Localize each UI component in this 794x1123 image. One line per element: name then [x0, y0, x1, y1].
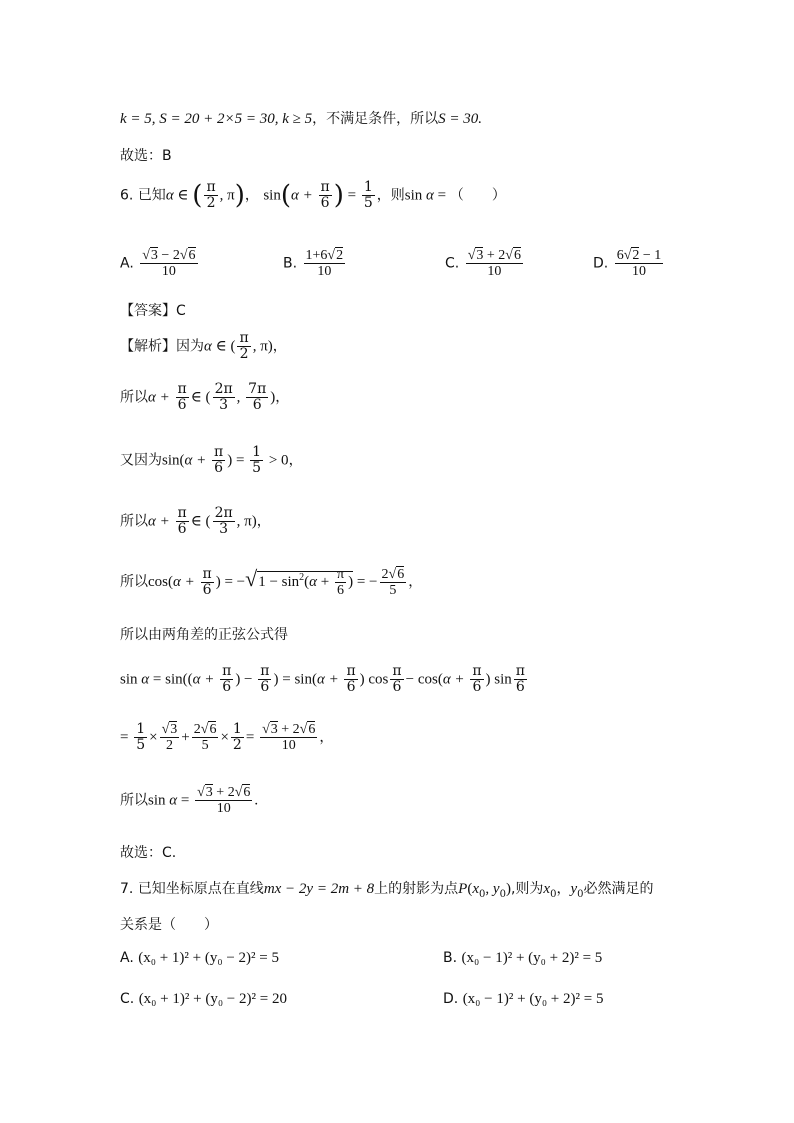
result-line: 所以sin α = $\frac{√3 + 2√6}{10}$ . [120, 785, 259, 816]
question-7-line-1: 7. 已知坐标原点在直线mx − 2y = 2m + 8上的射影为点$P(x_0$, $y_0$),则为$x_0$，$y_0$必然满足的 [120, 881, 654, 900]
q6-then: ，则 [376, 187, 405, 204]
q7-option-d-label: D. [443, 991, 459, 1007]
q7-option-d[interactable] [443, 991, 603, 1008]
q7-option-b-text: (x₀ − 1)² + (y₀ + 2)² = 5 [461, 950, 603, 966]
suoyi-4: 所以 [120, 792, 148, 809]
choose-b: 故选：B [120, 148, 172, 164]
option-b-label: B. [283, 255, 298, 272]
q6-option-b[interactable]: B. $\frac{1+6√2}{10}$ [283, 248, 344, 279]
q6-option-c[interactable]: C. $\frac{√3 + 2√6}{10}$ [445, 248, 521, 279]
q7-option-c-label: C. [120, 991, 135, 1007]
q7-text-c: ,则为 [510, 881, 544, 897]
cos-line: 所以cos(α + $\frac{\pi}{6}$ ) = $-√1 - \sin^2(\alpha$ + $\frac{\pi}{6}$ ) = − $\frac{2√6}{5}$ ， [120, 565, 423, 599]
youyinwei: 又因为 [120, 452, 162, 469]
choose-c: 故选：C. [120, 845, 177, 861]
q6-known: 已知 [137, 187, 166, 204]
suoyi-3: 所以 [120, 574, 148, 590]
range-line-2: 所以α + $\frac{\pi}{6}$ ∈ ( $\frac{2\pi}{3}$ , π)， [120, 505, 271, 537]
sin-expansion: sin α = sin((α + $\frac{\pi}{6}$ ) − $\frac{\pi}{6}$ ) = sin(α + $\frac{\pi}{6}$ ) cos $\frac{\pi}{6}$ − cos(α + $\frac{\pi}{6}$ ) sin $\frac{\pi}{6}$ [120, 663, 525, 695]
q7-text-a: 已知坐标原点在直线 [137, 881, 264, 897]
q7-option-c-text: (x₀ + 1)² + (y₀ − 2)² = 20 [138, 991, 287, 1007]
q7-option-a-label: A. [120, 950, 134, 966]
suoyi-2: 所以 [120, 513, 148, 530]
option-d-label: D. [593, 255, 609, 272]
q6-option-d[interactable]: D. $\frac{6√2 - 1}{10}$ [593, 248, 662, 279]
q6-option-a[interactable]: A. $\frac{√3 - 2√6}{10}$ [120, 248, 196, 279]
q7-option-b[interactable] [443, 950, 602, 967]
q7-option-d-text: (x₀ − 1)² + (y₀ + 2)² = 5 [462, 991, 604, 1007]
analysis-line: 【解析】因为α ∈ ( $\frac{\pi}{2}$ , π)， [120, 330, 287, 362]
formula-line: 所以由两角差的正弦公式得 [120, 627, 288, 643]
q7-option-b-label: B. [443, 950, 458, 966]
suoyi-1: 所以 [120, 389, 148, 406]
analysis-label: 【解析】因为 [120, 338, 204, 355]
question-7-line-2: 关系是（ ） [120, 917, 218, 933]
math-s-30: S = 30. [438, 111, 483, 127]
q7-text-d: 必然满足的 [583, 881, 654, 897]
line-k-s [120, 108, 482, 128]
computation-line: = $\frac{1}{5}$ × $\frac{√3}{2}$ + $\frac{2√6}{5}$ × $\frac{1}{2}$ = $\frac{√3 + 2√6}{10}$ ， [120, 721, 334, 753]
answer: 【答案】C [120, 303, 186, 319]
sin-positive-line: 又因为sin(α + $\frac{\pi}{6}$ ) = $\frac{1}{5}$ > 0， [120, 444, 303, 476]
option-c-label: C. [445, 255, 460, 272]
q7-option-c[interactable] [120, 991, 287, 1008]
math-k-s: k = 5, S = 20 + 2×5 = 30, k ≥ 5 [120, 111, 313, 127]
text-not-satisfy: ，不满足条件，所以 [312, 111, 439, 127]
q7-option-a[interactable] [120, 950, 279, 967]
range-line-1: 所以α + $\frac{\pi}{6}$ ∈ ( $\frac{2\pi}{3}$ , $\frac{7\pi}{6}$ )， [120, 381, 290, 413]
question-6: 6. 已知α ∈ ( $\frac{\pi}{2}$ , π)， sin(α + $\frac{\pi}{6}$ ) = $\frac{1}{5}$ ，则sin α = （ ） [120, 179, 506, 211]
q7-option-a-text: (x₀ + 1)² + (y₀ − 2)² = 5 [138, 950, 280, 966]
q6-paren: （ ） [449, 187, 506, 204]
q6-number: 6. [120, 187, 134, 204]
q7-text-b: 上的射影为点 [374, 881, 459, 897]
q7-number: 7. [120, 881, 134, 897]
option-a-label: A. [120, 255, 134, 272]
